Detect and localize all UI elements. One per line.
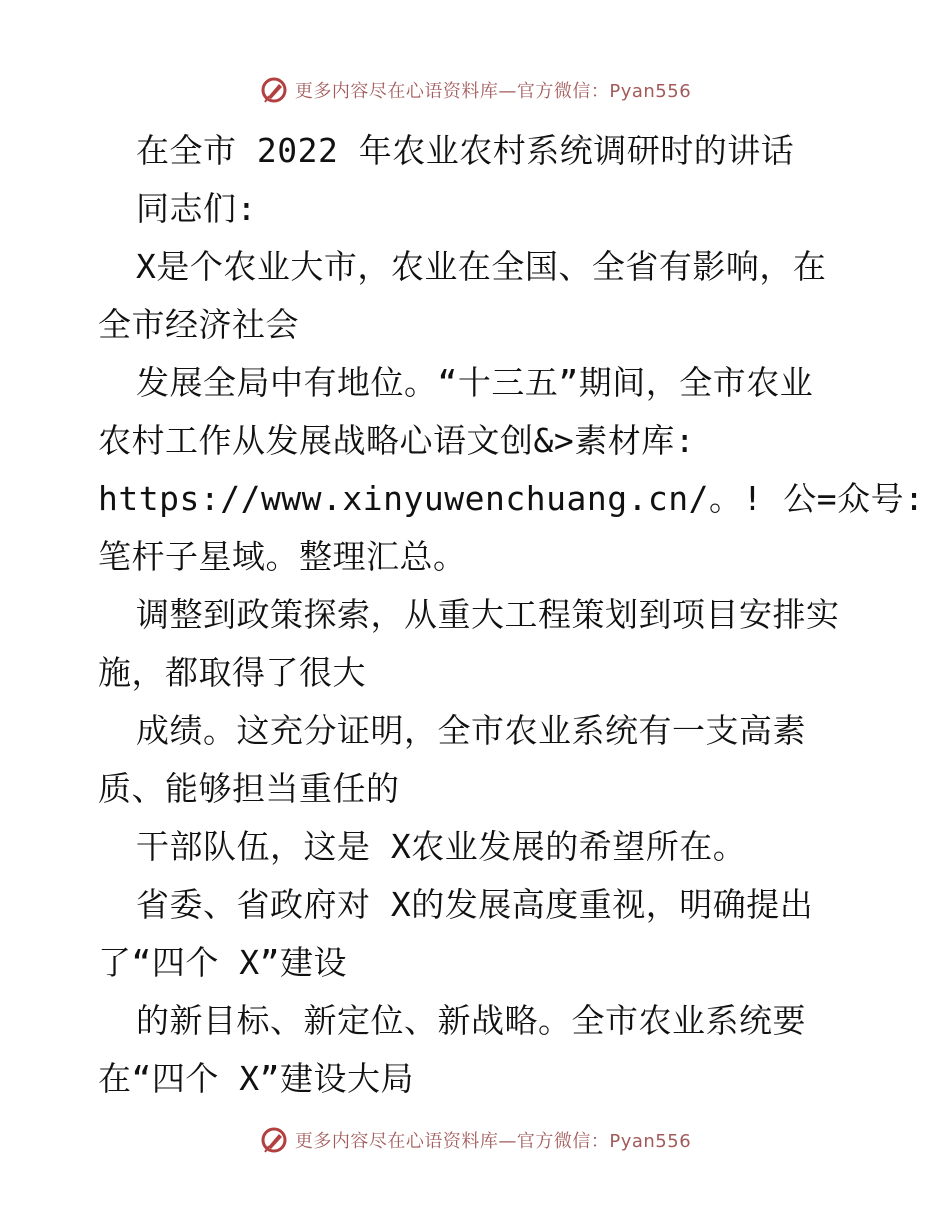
pen-circle-logo-icon	[259, 75, 289, 105]
doc-line: 省委、省政府对 X的发展高度重视，明确提出	[136, 885, 814, 924]
watermark-text: 更多内容尽在心语资料库—官方微信：Pyan556	[294, 1131, 692, 1152]
doc-line: 农村工作从发展战略心语文创&>素材库:	[98, 421, 696, 460]
doc-line: 的新目标、新定位、新战略。全市农业系统要	[136, 1001, 806, 1040]
watermark-text: 更多内容尽在心语资料库—官方微信：Pyan556	[294, 81, 692, 102]
doc-line: 发展全局中有地位。“十三五”期间，全市农业	[136, 363, 814, 402]
document-body	[98, 122, 925, 1108]
doc-line: 全市经济社会	[98, 305, 299, 344]
footer-watermark-banner	[0, 1120, 950, 1160]
doc-line: https://www.xinyuwenchuang.cn/。! 公=众号:	[98, 479, 925, 518]
doc-line: X是个农业大市，农业在全国、全省有影响，在	[136, 247, 827, 286]
doc-line: 调整到政策探索，从重大工程策划到项目安排实	[136, 595, 840, 634]
doc-line: 了“四个 X”建设	[98, 943, 347, 982]
doc-line: 在“四个 X”建设大局	[98, 1059, 414, 1098]
doc-line: 笔杆子星域。整理汇总。	[98, 537, 467, 576]
doc-line: 同志们:	[136, 189, 257, 228]
header-watermark-banner	[0, 70, 950, 110]
pen-circle-logo-icon	[259, 1125, 289, 1155]
doc-line: 施，都取得了很大	[98, 653, 366, 692]
doc-line: 在全市 2022 年农业农村系统调研时的讲话	[136, 131, 795, 170]
doc-line: 干部队伍，这是 X农业发展的希望所在。	[136, 827, 747, 866]
doc-line: 质、能够担当重任的	[98, 769, 400, 808]
doc-line: 成绩。这充分证明，全市农业系统有一支高素	[136, 711, 806, 750]
